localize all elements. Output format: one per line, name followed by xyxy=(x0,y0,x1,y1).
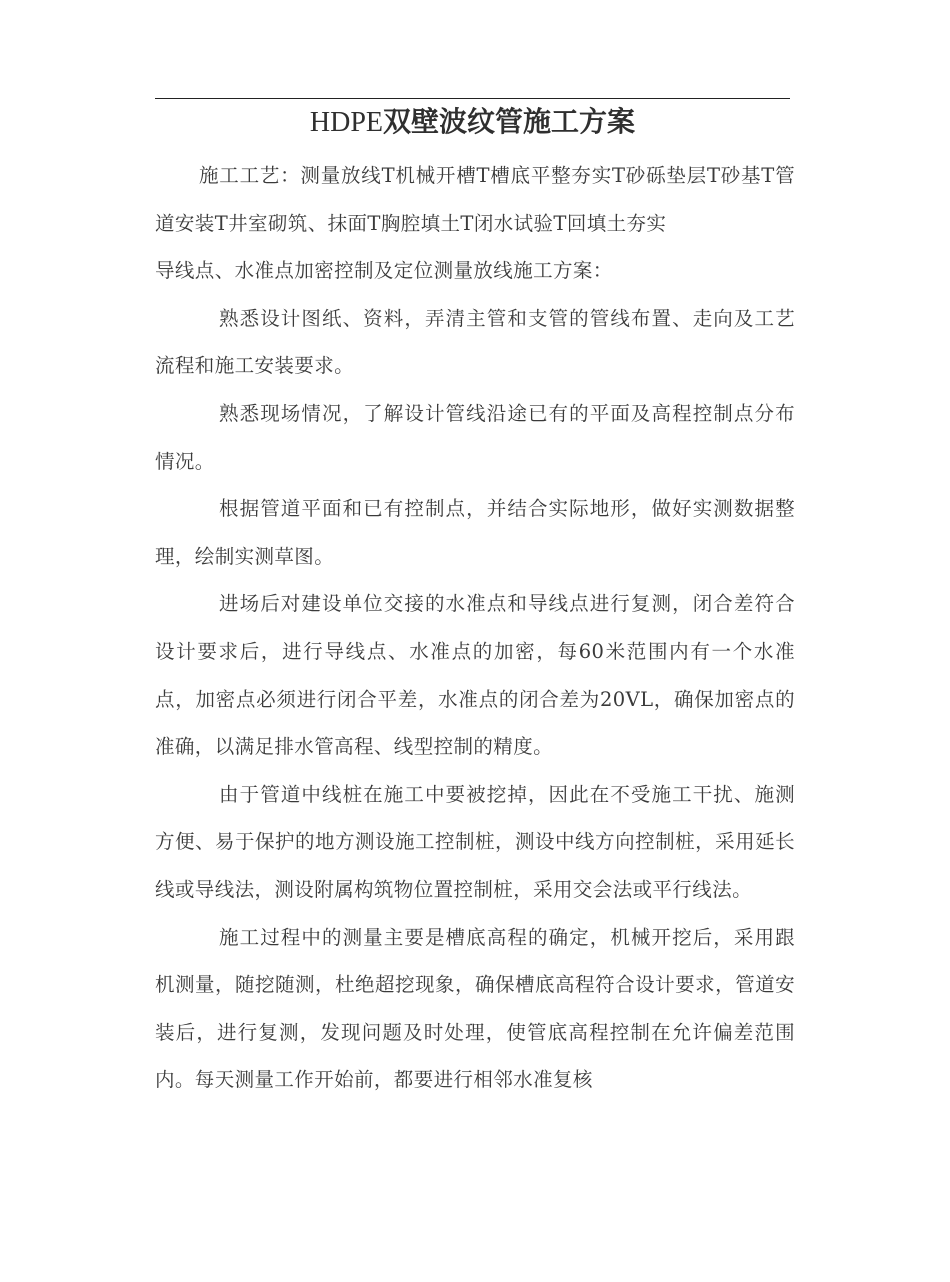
document-body xyxy=(155,152,795,1104)
title-latin: HDPE xyxy=(309,107,384,138)
paragraph-process: 施工工艺：测量放线T机械开槽T槽底平整夯实T砂砾垫层T砂基T管道安装T井室砌筑、抹面T胸腔填土T闭水试验T回填土夯实 xyxy=(155,164,795,235)
document-title xyxy=(155,104,790,141)
paragraph-site: 熟悉现场情况，了解设计管线沿途已有的平面及高程控制点分布情况。 xyxy=(155,401,795,473)
title-cjk: 双壁波纹管施工方案 xyxy=(383,105,636,138)
paragraph-drawings: 熟悉设计图纸、资料，弄清主管和支管的管线布置、走向及工艺流程和施工安装要求。 xyxy=(155,306,795,378)
paragraph-control-points: 根据管道平面和已有控制点，并结合实际地形，做好实测数据整理，绘制实测草图。 xyxy=(155,497,795,568)
paragraph-heading-survey: 导线点、水准点加密控制及定位测量放线施工方案： xyxy=(155,259,613,283)
paragraph-centerline: 由于管道中线桩在施工中要被挖掉，因此在不受施工干扰、施测方便、易于保护的地方测设施工控制桩，测设中线方向控制桩，采用延长线或导线法，测设附属构筑物位置控制桩，采用交会法或平行线法。 xyxy=(155,782,795,901)
paragraph-resurvey: 进场后对建设单位交接的水准点和导线点进行复测，闭合差符合设计要求后，进行导线点、水准点的加密，每60米范围内有一个水准点，加密点必须进行闭合平差，水准点的闭合差为20VL，确保加密点的准确，以满足排水管高程、线型控制的精度。 xyxy=(155,592,795,759)
header-rule xyxy=(155,98,790,99)
paragraph-construction-survey: 施工过程中的测量主要是槽底高程的确定，机械开挖后，采用跟机测量，随挖随测，杜绝超挖现象，确保槽底高程符合设计要求，管道安装后，进行复测，发现问题及时处理，使管底高程控制在允许偏差范围内。每天测量工作开始前，都要进行相邻水准复核 xyxy=(155,925,795,1092)
